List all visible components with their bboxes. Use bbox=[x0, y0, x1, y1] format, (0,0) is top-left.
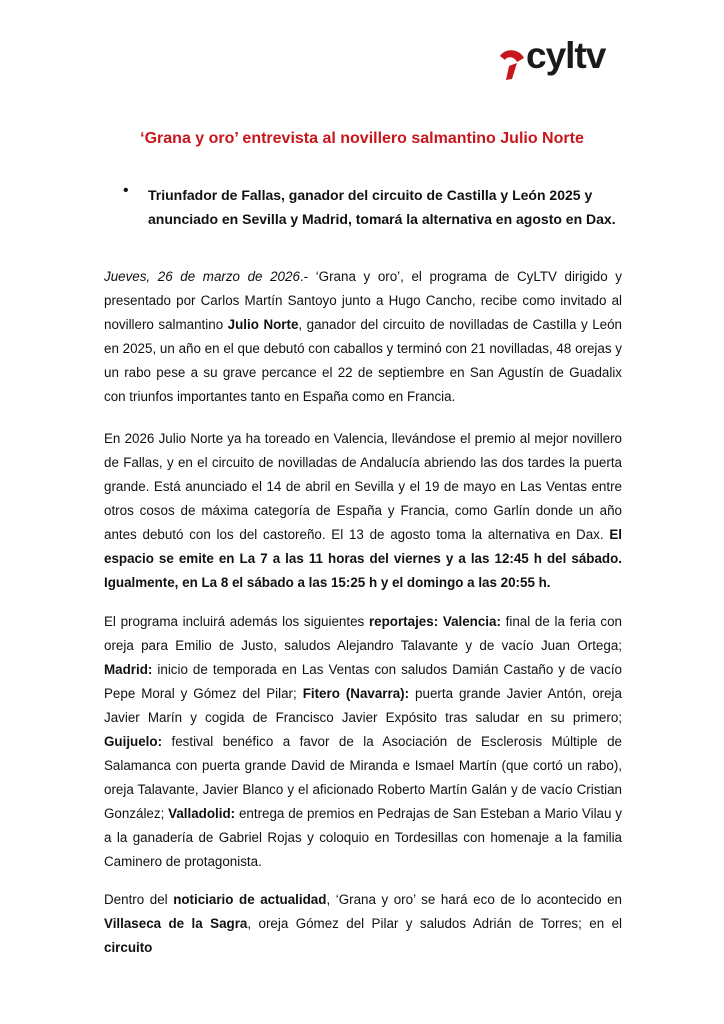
bold-span: Villaseca de la Sagra bbox=[104, 916, 248, 931]
bold-span: Madrid: bbox=[104, 662, 153, 677]
bold-name: Julio Norte bbox=[227, 317, 299, 332]
bold-span: noticiario de actualidad bbox=[173, 892, 327, 907]
bold-span: Fitero (Navarra): bbox=[302, 686, 410, 701]
paragraph-1 bbox=[104, 265, 622, 409]
text-span: inicio de temporada en Las Ventas con saludos Damián Castaño y de vacío Pepe Moral y Gómez del Pilar; bbox=[104, 662, 622, 701]
text-span: , ‘Grana y oro’ se hará eco de lo acontecido en bbox=[326, 892, 622, 907]
paragraph-4 bbox=[104, 888, 622, 960]
bold-span: circuito bbox=[104, 940, 153, 955]
text-span: Dentro del bbox=[104, 892, 174, 907]
text-span: festival benéfico a favor de la Asociación de Esclerosis Múltiple de Salamanca con puerta grande David de Miranda e Ismael Martín (que cortó un rabo), oreja Talavante, Javier Blanco y el aficionado Roberto Martín Galán y de vacío Cristian González; bbox=[104, 734, 622, 821]
bold-span: Valladolid: bbox=[168, 806, 236, 821]
bold-span: El espacio se emite en La 7 a las 11 horas del viernes y a las 12:45 h del sábado. Igualmente, en La 8 el sábado a las 15:25 h y el domingo a las 20:55 h. bbox=[104, 527, 622, 590]
cyltv-swoosh-icon bbox=[497, 46, 527, 82]
page-title: ‘Grana y oro’ entrevista al novillero salmantino Julio Norte bbox=[140, 130, 584, 147]
text-span: , oreja Gómez del Pilar y saludos Adrián de Torres; en el bbox=[247, 916, 622, 931]
text-span: , ganador del circuito de novilladas de Castilla y León en 2025, un año en el que debutó con caballos y terminó con 21 novilladas, 48 orejas y un rabo pese a su grave percance el 22 de septiembre en San Agustín de Guadalix con triunfos importantes tanto en España como en Francia. bbox=[104, 317, 622, 404]
dateline: Jueves, 26 de marzo de 2026 bbox=[104, 269, 300, 284]
cyltv-logo bbox=[497, 35, 622, 84]
text-span: final de la feria con oreja para Emilio de Justo, saludos Alejandro Talavante y de vacío Juan Ortega; bbox=[104, 614, 623, 653]
text-span: .- ‘Grana y oro’, el programa de CyLTV dirigido y presentado por Carlos Martín Santoyo junto a Hugo Cancho, recibe como invitado al novillero salmantino bbox=[104, 269, 622, 332]
text-span: puerta grande Javier Antón, oreja Javier Marín y cogida de Francisco Javier Expósito tras saludar en su primero; bbox=[104, 686, 622, 725]
logo-wordmark: cyltv bbox=[526, 35, 606, 76]
paragraph-3 bbox=[104, 610, 622, 874]
bold-span: reportajes: Valencia: bbox=[368, 614, 501, 629]
text-span: El programa incluirá además los siguientes bbox=[104, 614, 369, 629]
text-span: entrega de premios en Pedrajas de San Esteban a Mario Vilau y a la ganadería de Gabriel Rojas y coloquio en Tordesillas con homenaje a la familia Caminero de protagonista. bbox=[104, 806, 622, 869]
subheadline: Triunfador de Fallas, ganador del circuito de Castilla y León 2025 y anunciado en Sevilla y Madrid, tomará la alternativa en agosto en Dax. bbox=[148, 187, 616, 227]
paragraph-2 bbox=[104, 427, 622, 595]
bold-span: Guijuelo: bbox=[104, 734, 163, 749]
text-span: En 2026 Julio Norte ya ha toreado en Valencia, llevándose el premio al mejor novillero de Fallas, y en el circuito de novilladas de Andalucía abriendo las dos tardes la puerta grande. Está anunciado el 14 de abril en Sevilla y el 19 de mayo en Las Ventas entre otros cosos de máxima categoría de España y Francia, como Garlín donde un año antes debutó con los del castoreño. El 13 de agosto toma la alternativa en Dax. bbox=[104, 431, 622, 542]
bullet-icon: • bbox=[123, 182, 129, 199]
